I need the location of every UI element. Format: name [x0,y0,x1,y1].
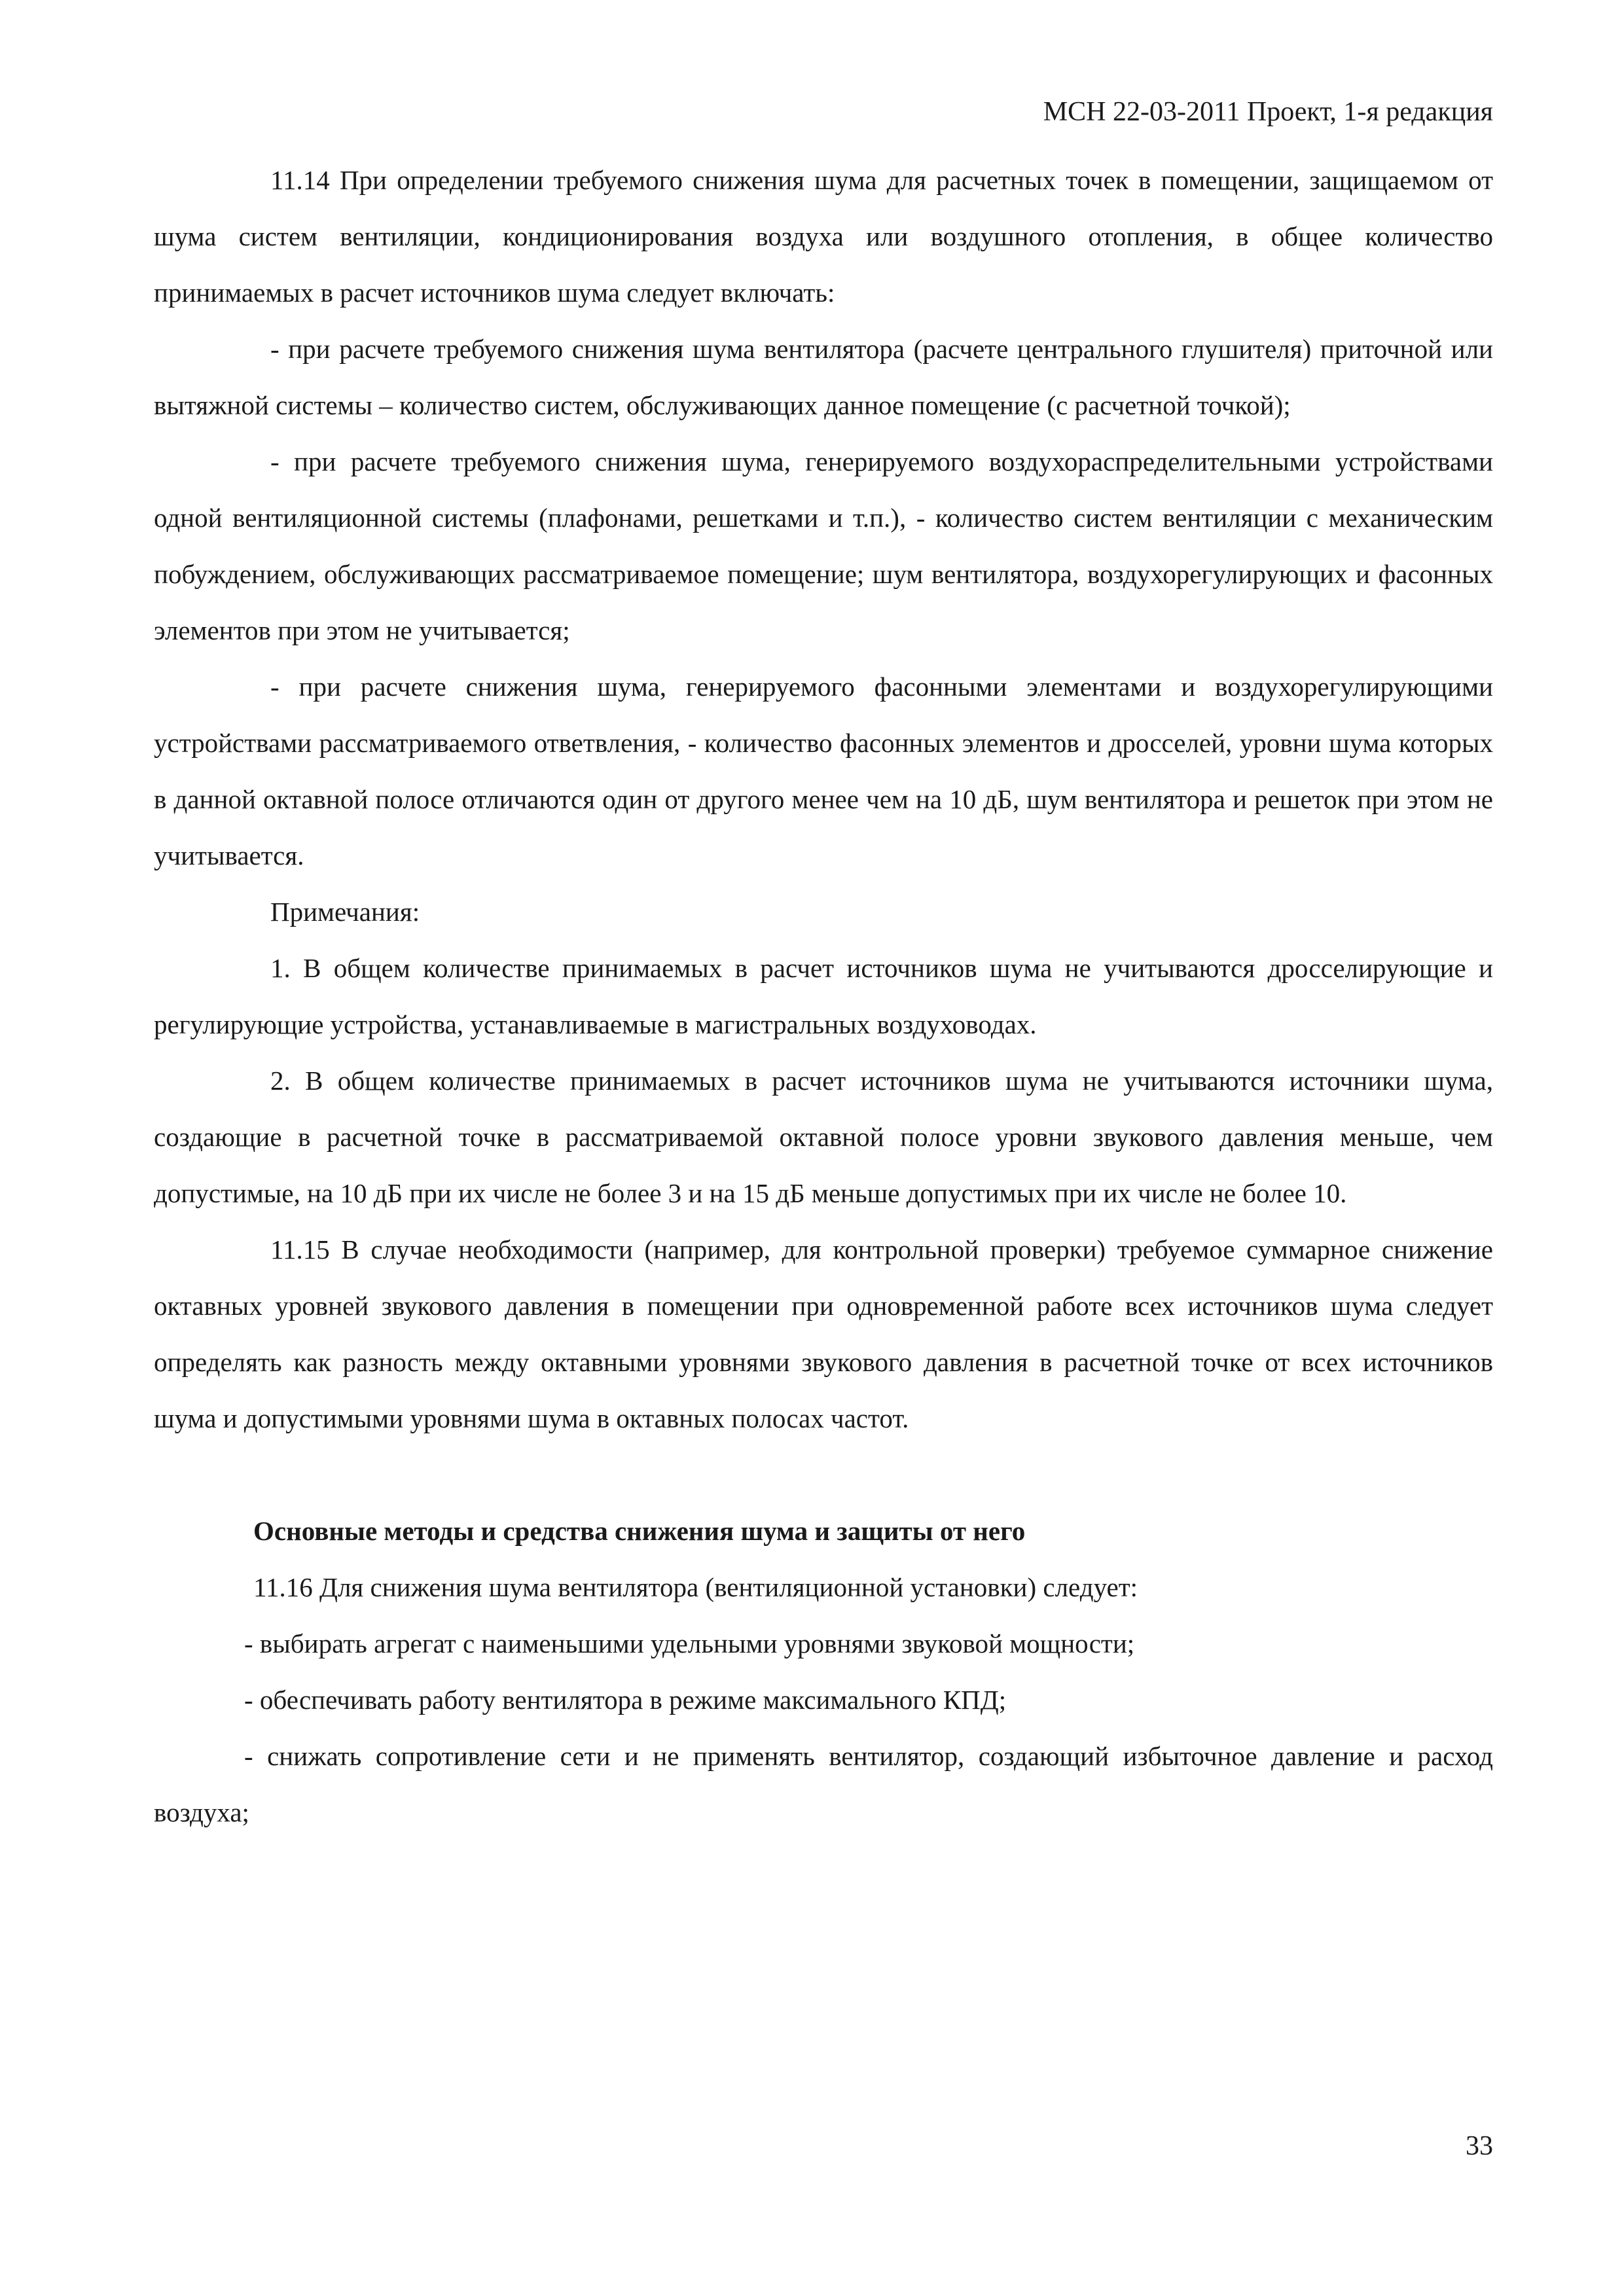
notes-title: Примечания: [270,897,420,927]
list-item: - выбирать агрегат с наименьшими удельными уровнями звуковой мощности; [244,1628,1135,1659]
list-item: - обеспечивать работу вентилятора в режиме максимального КПД; [244,1685,1007,1715]
note-item: 2. В общем количестве принимаемых в расчет источников шума не учитываются источники шума, создающие в расчетной точке в рассматриваемой октавной полосе уровни звукового давления меньше, чем допустимые, на 10 дБ при их числе не более 3 и на 15 дБ меньше допустимых при их числе не более 10. [154,1066,1493,1208]
paragraph-11-14: 11.14 При определении требуемого снижения шума для расчетных точек в помещении, защищаемом от шума систем вентиляции, кондиционирования воздуха или воздушного отопления, в общее количество принимаемых в расчет источников шума следует включать: [154,165,1493,308]
paragraph-11-15: 11.15 В случае необходимости (например, для контрольной проверки) требуемое суммарное снижение октавных уровней звукового давления в помещении при одновременной работе всех источников шума следует определять как разность между октавными уровнями звукового давления в расчетной точке от всех источников шума и допустимыми уровнями шума в октавных полосах частот. [154,1234,1493,1433]
section-heading: Основные методы и средства снижения шума и защиты от него [253,1516,1026,1546]
list-item: - снижать сопротивление сети и не применять вентилятор, создающий избыточное давление и расход воздуха; [154,1741,1493,1827]
running-header: МСН 22-03-2011 Проект, 1-я редакция [1043,97,1493,127]
note-item: 1. В общем количестве принимаемых в расчет источников шума не учитываются дросселирующие и регулирующие устройства, устанавливаемые в магистральных воздуховодах. [154,953,1493,1039]
document-body [154,152,1493,1840]
list-item: - при расчете требуемого снижения шума, генерируемого воздухораспределительными устройствами одной вентиляционной системы (плафонами, решетками и т.п.), - количество систем вентиляции с механическим побуждением, обслуживающих рассматриваемое помещение; шум вентилятора, воздухорегулирующих и фасонных элементов при этом не учитывается; [154,446,1493,645]
paragraph-11-16: 11.16 Для снижения шума вентилятора (вентиляционной установки) следует: [253,1572,1138,1602]
list-item: - при расчете снижения шума, генерируемого фасонными элементами и воздухорегулирующими устройствами рассматриваемого ответвления, - количество фасонных элементов и дросселей, уровни шума которых в данной октавной полосе отличаются один от другого менее чем на 10 дБ, шум вентилятора и решеток при этом не учитывается. [154,672,1493,870]
page-number: 33 [1466,2131,1493,2161]
list-item: - при расчете требуемого снижения шума вентилятора (расчете центрального глушителя) приточной или вытяжной системы – количество систем, обслуживающих данное помещение (с расчетной точкой); [154,334,1493,420]
